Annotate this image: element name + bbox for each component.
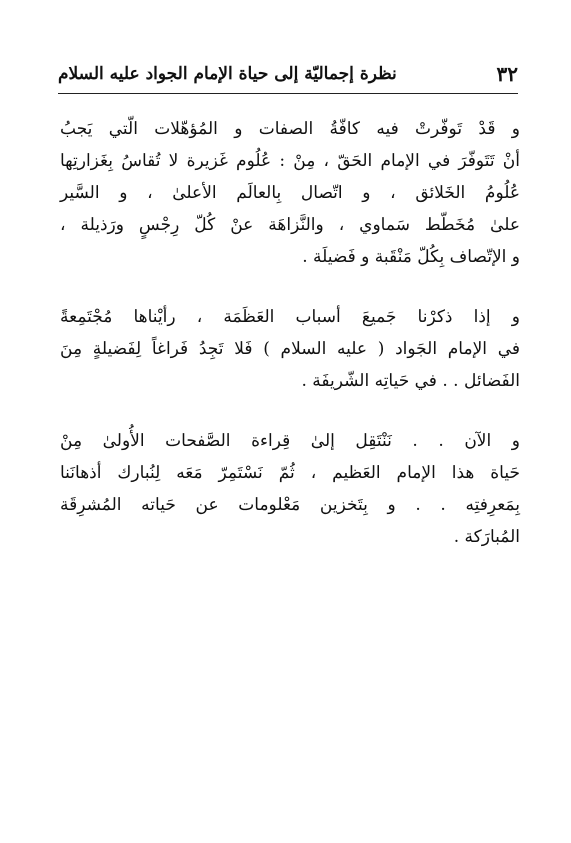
text-line: في الإمام الجَواد ( عليه السلام ) فَلا تَجِدُ فَراغاً لِفَضيلةٍ مِنَ <box>60 339 520 359</box>
text-line: المُبارَكة . <box>453 527 520 547</box>
paragraph-1 <box>60 113 520 273</box>
text-line: و الإتّصاف بِكُلّ مَنْقَبة و فَضيلَة . <box>302 247 520 267</box>
text-line: حَياة هذا الإمام العَظيم ، ثُمّ نَسْتَمِرّ مَعَه لِنُبارك أذهانَنا <box>60 463 520 483</box>
text-line: بِمَعرِفتِه . . و بِتَخزين مَعْلومات عن حَياته المُشرِقَة <box>60 495 520 515</box>
text-line: علىٰ مُخَطّط سَماوي ، والنَّزاهَة عنْ كُلّ رِجْسٍ ورَذيلة ، <box>60 215 520 235</box>
page-number: ٣٢ <box>496 62 518 86</box>
page-body <box>60 113 520 581</box>
page-header <box>58 50 518 90</box>
text-line: عُلُومُ الخَلائق ، و اتّصال بِالعالَم الأعلىٰ ، و السَّير <box>60 183 520 203</box>
text-line: الفَضائل . . في حَياتِه الشّريفَة . <box>301 371 520 391</box>
text-line: و إذا ذكرْنا جَميعَ أسباب العَظَمَة ، رأيْناها مُجْتَمِعةً <box>60 307 520 327</box>
text-line: و الآن . . نَنْتَقِل إلىٰ قِراءة الصَّفحات الأُولىٰ مِنْ <box>60 431 520 451</box>
text-line: أنْ تَتَوفّرَ في الإمام الحَقّ ، مِنْ : عُلُوم غَزيرة لا تُقاسُ بِغَزارتِها <box>60 151 520 171</box>
running-title: نظرة إجماليّة إلى حياة الإمام الجواد عليه السلام <box>58 64 397 84</box>
text-line: و قَدْ تَوفّرتْ فيه كافّةُ الصفات و المُؤهّلات الّتي يَجبُ <box>60 119 520 139</box>
header-divider <box>58 93 518 94</box>
paragraph-3 <box>60 425 520 553</box>
paragraph-2 <box>60 301 520 397</box>
